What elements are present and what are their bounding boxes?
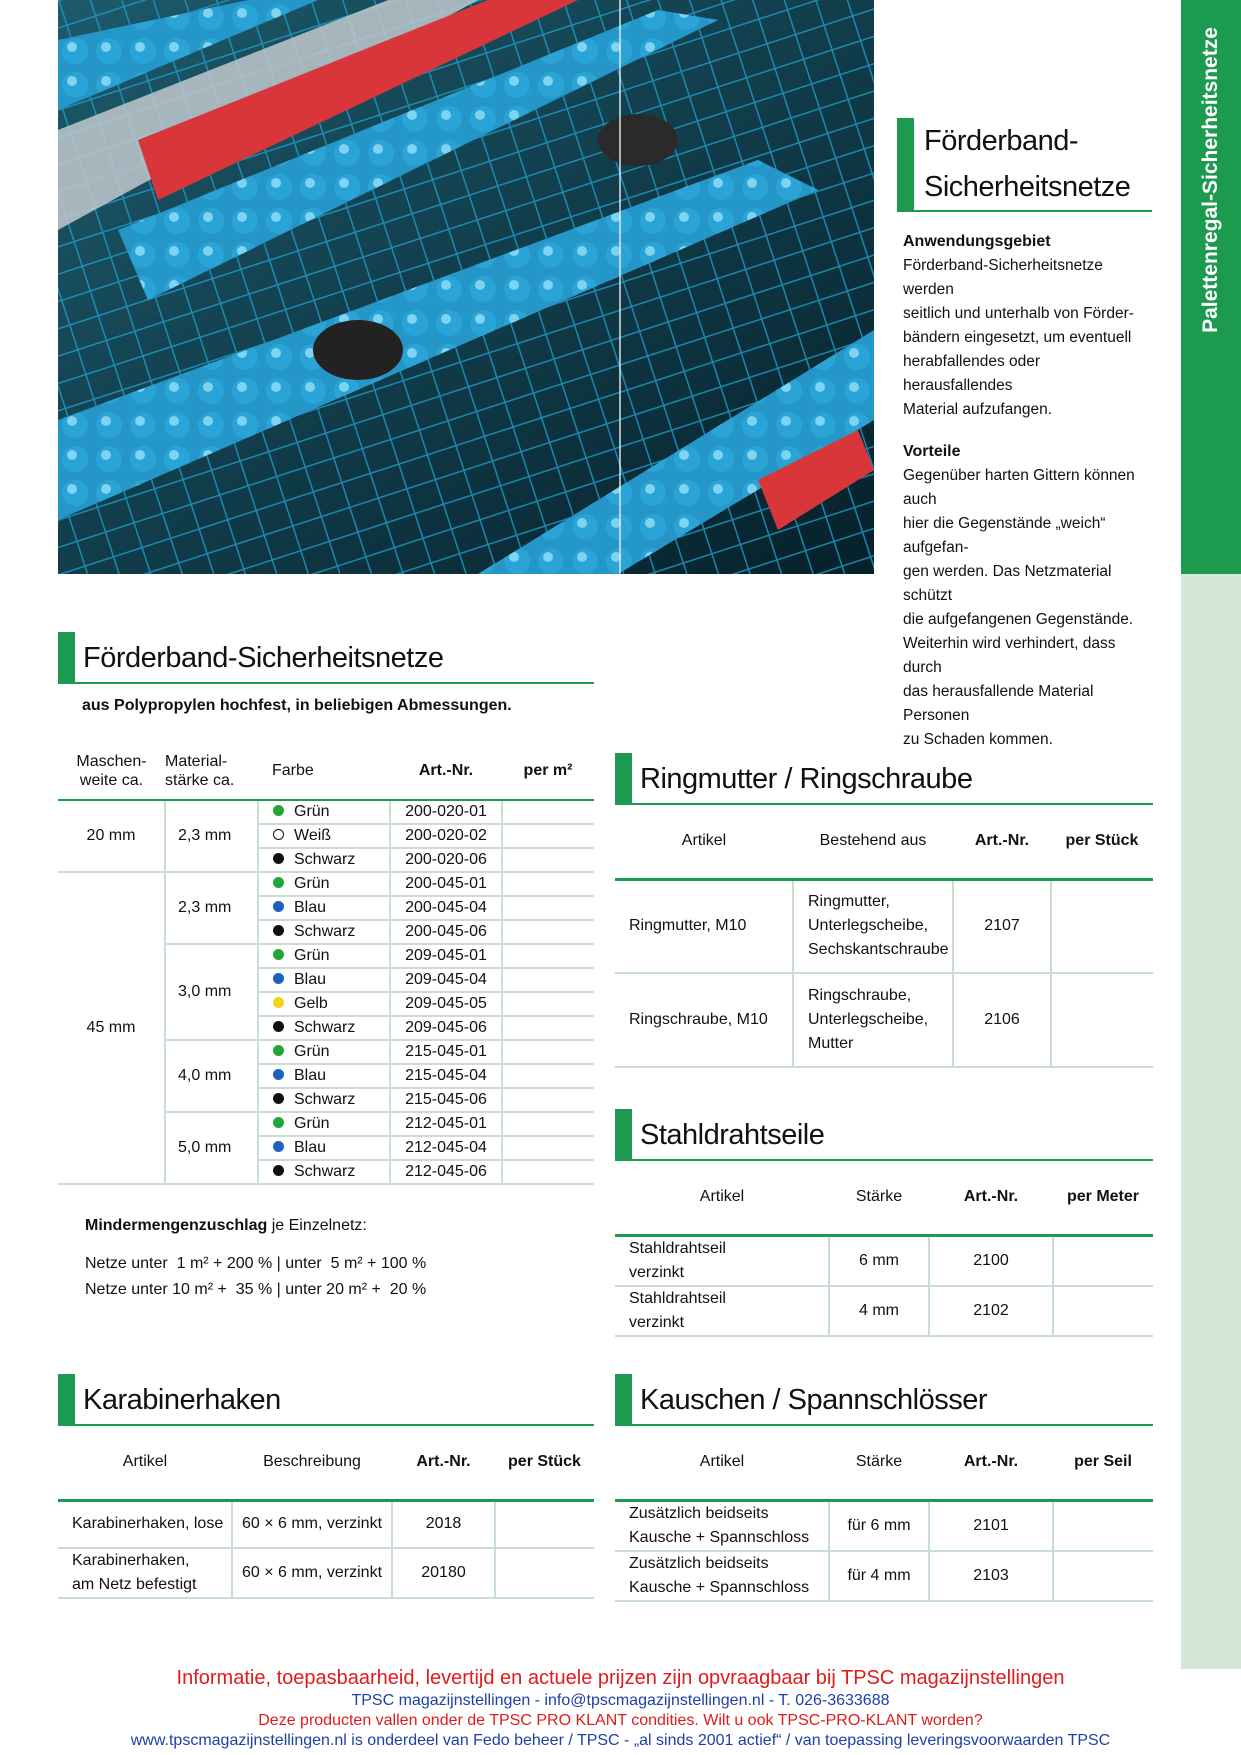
staerke-cell: 3,0 mm <box>165 944 258 1040</box>
farbe-cell <box>258 848 390 872</box>
farbe-cell <box>258 872 390 896</box>
kauschen-artikel-cell <box>615 1500 829 1551</box>
farbe-label: Grün <box>294 803 330 820</box>
ring-col-artikel: Artikel <box>615 805 793 879</box>
col-artnr: Art.-Nr. <box>390 742 502 800</box>
vorteile-line: gen werden. Das Netzmaterial schützt <box>903 563 1112 604</box>
price-cell <box>502 1016 594 1040</box>
artnr-cell: 200-020-02 <box>390 824 502 848</box>
sidebar-label-box <box>1181 0 1241 360</box>
vorteile-line: zu Schaden kommen. <box>903 731 1053 748</box>
farbe-label: Blau <box>294 1139 327 1156</box>
kauschen-col-artnr: Art.-Nr. <box>929 1426 1053 1500</box>
artnr-cell: 215-045-04 <box>390 1064 502 1088</box>
maschen-cell: 45 mm <box>58 872 165 1184</box>
color-dot-icon <box>273 997 284 1008</box>
price-cell <box>502 920 594 944</box>
price-cell <box>502 1088 594 1112</box>
price-cell <box>502 1160 594 1184</box>
color-dot-icon <box>273 973 284 984</box>
kauschen-col-per: per Seil <box>1053 1426 1153 1500</box>
artnr-cell: 212-045-06 <box>390 1160 502 1184</box>
staerke-cell: 5,0 mm <box>165 1112 258 1184</box>
nets-subtitle: aus Polypropylen hochfest, in beliebigen Abmessungen. <box>82 697 512 714</box>
table-row <box>58 1500 594 1548</box>
karabiner-art-cell: 2018 <box>392 1500 495 1548</box>
farbe-cell <box>258 992 390 1016</box>
col-maschen-2: weite ca. <box>79 771 144 789</box>
price-cell <box>502 992 594 1016</box>
karabiner-artikel-line: am Netz befestigt <box>72 1576 197 1593</box>
kauschen-heading-bar <box>615 1374 632 1424</box>
stahl-art-cell: 2100 <box>929 1235 1053 1286</box>
stahl-heading <box>615 1109 1153 1161</box>
stahl-artikel-cell <box>615 1286 829 1336</box>
artnr-cell: 209-045-06 <box>390 1016 502 1040</box>
ring-table <box>615 805 1153 1068</box>
color-dot-icon <box>273 1021 284 1032</box>
farbe-cell <box>258 1016 390 1040</box>
table-row <box>615 1286 1153 1336</box>
vorteile-line: das herausfallende Material Personen <box>903 683 1094 724</box>
color-dot-icon <box>273 1165 284 1176</box>
price-cell <box>502 800 594 824</box>
farbe-label: Grün <box>294 875 330 892</box>
stahl-heading-text: Stahldrahtseile <box>640 1119 825 1151</box>
stahl-artikel-cell <box>615 1235 829 1286</box>
ring-bestehend-line: Ringmutter, <box>808 893 890 911</box>
ring-art-cell: 2107 <box>953 879 1051 973</box>
kauschen-artikel-cell <box>615 1551 829 1601</box>
ring-artikel-cell: Ringschraube, M10 <box>615 973 793 1067</box>
kauschen-staerke-cell: für 4 mm <box>829 1551 929 1601</box>
farbe-cell <box>258 1136 390 1160</box>
kauschen-artikel-line: Kausche + Spannschloss <box>629 1578 810 1596</box>
nets-heading-bar <box>58 632 75 682</box>
ring-bestehend-line: Ringschraube, <box>808 987 912 1004</box>
staerke-cell: 2,3 mm <box>165 800 258 872</box>
anwendung-line: bändern eingesetzt, um eventuell <box>903 329 1132 346</box>
maschen-cell: 20 mm <box>58 800 165 872</box>
karabiner-artikel-cell <box>58 1500 232 1548</box>
kauschen-artikel-line: Zusätzlich beidseits <box>629 1554 769 1572</box>
farbe-label: Gelb <box>294 995 328 1012</box>
ring-bestehend-line: Unterlegscheibe, <box>808 917 929 935</box>
karabiner-per-cell <box>495 1548 594 1598</box>
color-dot-icon <box>273 901 284 912</box>
farbe-label: Schwarz <box>294 1019 356 1036</box>
anwendung-text <box>903 254 1152 422</box>
anwendung-line: Material aufzufangen. <box>903 401 1053 418</box>
farbe-label: Grün <box>294 1115 330 1132</box>
stahl-body <box>615 1235 1153 1336</box>
farbe-cell <box>258 1040 390 1064</box>
ring-bestehend-line: Sechskantschraube <box>808 941 949 959</box>
intro-vorteile <box>897 440 1152 752</box>
artnr-cell: 200-045-01 <box>390 872 502 896</box>
table-row <box>615 1551 1153 1601</box>
ring-heading-bar <box>615 753 632 803</box>
col-per-m2: per m² <box>502 742 594 800</box>
farbe-cell <box>258 944 390 968</box>
ring-per-cell <box>1051 973 1153 1067</box>
footer-contact[interactable]: TPSC magazijnstellingen - info@tpscmagazijnstellingen.nl - T. 026-3633688 <box>351 1692 890 1709</box>
col-maschen-1: Maschen- <box>76 752 147 770</box>
color-dot-icon <box>273 925 284 936</box>
ring-header-row <box>615 805 1153 879</box>
price-cell <box>502 848 594 872</box>
artnr-cell: 200-020-06 <box>390 848 502 872</box>
footer <box>0 1665 1241 1751</box>
karabiner-table <box>58 1426 594 1599</box>
karabiner-per-cell <box>495 1500 594 1548</box>
table-row <box>58 800 594 824</box>
table-row <box>58 1548 594 1598</box>
nets-table <box>58 742 594 1185</box>
ring-bestehend-cell <box>793 973 953 1067</box>
karabiner-col-artnr: Art.-Nr. <box>392 1426 495 1500</box>
anwendung-line: herabfallendes oder herausfallendes <box>903 353 1041 394</box>
ring-bestehend-line: Mutter <box>808 1035 854 1052</box>
farbe-cell <box>258 800 390 824</box>
karabiner-header-row <box>58 1426 594 1500</box>
footer-pro-klant: Deze producten vallen onder de TPSC PRO KLANT condities. Wilt u ook TPSC-PRO-KLANT worden? <box>258 1712 983 1729</box>
intro-title-bar <box>897 118 914 210</box>
kauschen-heading <box>615 1374 1153 1426</box>
artnr-cell: 209-045-05 <box>390 992 502 1016</box>
farbe-cell <box>258 1160 390 1184</box>
farbe-cell <box>258 1064 390 1088</box>
karabiner-col-artikel: Artikel <box>58 1426 232 1500</box>
color-dot-icon <box>273 1141 284 1152</box>
price-cell <box>502 944 594 968</box>
artnr-cell: 215-045-06 <box>390 1088 502 1112</box>
karabiner-artikel-cell <box>58 1548 232 1598</box>
farbe-label: Blau <box>294 971 327 988</box>
farbe-cell <box>258 824 390 848</box>
stahl-art-cell: 2102 <box>929 1286 1053 1336</box>
stahl-staerke-cell: 6 mm <box>829 1235 929 1286</box>
price-cell <box>502 824 594 848</box>
col-material-1: Material- <box>165 752 228 770</box>
color-dot-icon <box>273 853 284 864</box>
minder-title-rest: je Einzelnetz: <box>267 1217 367 1234</box>
price-cell <box>502 1040 594 1064</box>
karabiner-col-beschreibung: Beschreibung <box>232 1426 392 1500</box>
col-material-2: stärke ca. <box>165 771 235 789</box>
ring-heading <box>615 753 1153 805</box>
artnr-cell: 200-045-04 <box>390 896 502 920</box>
ring-body <box>615 879 1153 1067</box>
karabiner-art-cell: 20180 <box>392 1548 495 1598</box>
color-dot-icon <box>273 1117 284 1128</box>
kauschen-body <box>615 1500 1153 1601</box>
col-farbe: Farbe <box>258 742 390 800</box>
farbe-label: Schwarz <box>294 923 356 940</box>
ring-artikel-cell: Ringmutter, M10 <box>615 879 793 973</box>
stahl-staerke-cell: 4 mm <box>829 1286 929 1336</box>
footer-info: Informatie, toepasbaarheid, levertijd en actuele prijzen zijn opvraagbaar bij TPSC magazijnstellingen <box>176 1667 1065 1689</box>
kauschen-col-staerke: Stärke <box>829 1426 929 1500</box>
intro-block <box>897 118 1152 752</box>
ring-bestehend-cell <box>793 879 953 973</box>
nets-header-row <box>58 742 594 800</box>
color-dot-icon <box>273 1093 284 1104</box>
sidebar-background <box>1181 574 1241 1669</box>
stahl-per-cell <box>1053 1235 1153 1286</box>
farbe-cell <box>258 920 390 944</box>
artnr-cell: 212-045-01 <box>390 1112 502 1136</box>
color-dot-icon <box>273 1045 284 1056</box>
kauschen-per-cell <box>1053 1551 1153 1601</box>
artnr-cell: 200-020-01 <box>390 800 502 824</box>
vorteile-heading: Vorteile <box>903 443 961 460</box>
farbe-label: Weiß <box>294 827 332 844</box>
staerke-cell: 4,0 mm <box>165 1040 258 1112</box>
stahl-artikel-line: Stahldrahtseil <box>629 1289 726 1307</box>
minder-title <box>85 1213 426 1239</box>
price-cell <box>502 1136 594 1160</box>
ring-col-bestehend: Bestehend aus <box>793 805 953 879</box>
stahl-table <box>615 1161 1153 1337</box>
farbe-label: Schwarz <box>294 1163 356 1180</box>
nets-heading <box>58 632 594 684</box>
ring-per-cell <box>1051 879 1153 973</box>
artnr-cell: 209-045-04 <box>390 968 502 992</box>
farbe-cell <box>258 968 390 992</box>
farbe-cell <box>258 1112 390 1136</box>
color-dot-icon <box>273 1069 284 1080</box>
kauschen-artikel-line: Kausche + Spannschloss <box>629 1528 810 1546</box>
karabiner-heading-bar <box>58 1374 75 1424</box>
price-cell <box>502 1112 594 1136</box>
anwendung-line: Förderband-Sicherheitsnetze werden <box>903 257 1103 298</box>
color-dot-icon <box>273 877 284 888</box>
table-row <box>615 1500 1153 1551</box>
farbe-label: Schwarz <box>294 1091 356 1108</box>
artnr-cell: 215-045-01 <box>390 1040 502 1064</box>
stahl-col-staerke: Stärke <box>829 1161 929 1235</box>
stahl-artikel-line: verzinkt <box>629 1263 685 1281</box>
ring-bestehend-line: Unterlegscheibe, <box>808 1011 929 1028</box>
farbe-label: Grün <box>294 1043 330 1060</box>
farbe-label: Schwarz <box>294 851 356 868</box>
vorteile-line: Weiterhin wird verhindert, dass durch <box>903 635 1116 676</box>
col-maschen <box>58 742 165 800</box>
price-cell <box>502 872 594 896</box>
artnr-cell: 200-045-06 <box>390 920 502 944</box>
minder-line1: Netze unter 1 m² + 200 % | unter 5 m² + 100 % <box>85 1255 427 1272</box>
kauschen-art-cell: 2101 <box>929 1500 1053 1551</box>
price-cell <box>502 896 594 920</box>
vorteile-text <box>903 464 1152 752</box>
artnr-cell: 209-045-01 <box>390 944 502 968</box>
kauschen-col-artikel: Artikel <box>615 1426 829 1500</box>
kauschen-heading-text: Kauschen / Spannschlösser <box>640 1384 987 1416</box>
intro-title <box>897 118 1152 212</box>
ring-art-cell: 2106 <box>953 973 1051 1067</box>
kauschen-header-row <box>615 1426 1153 1500</box>
minder-block <box>85 1213 426 1303</box>
sidebar-label: Palettenregal-Sicherheitsnetze <box>1199 27 1222 333</box>
karabiner-col-per: per Stück <box>495 1426 594 1500</box>
price-cell <box>502 1064 594 1088</box>
karabiner-artikel-line: Karabinerhaken, <box>72 1552 190 1569</box>
farbe-cell <box>258 896 390 920</box>
farbe-cell <box>258 1088 390 1112</box>
table-row <box>615 1235 1153 1286</box>
stahl-col-artnr: Art.-Nr. <box>929 1161 1053 1235</box>
kauschen-artikel-line: Zusätzlich beidseits <box>629 1504 769 1522</box>
kauschen-table <box>615 1426 1153 1602</box>
minder-title-bold: Mindermengenzuschlag <box>85 1217 268 1234</box>
staerke-cell: 2,3 mm <box>165 872 258 944</box>
table-row <box>615 973 1153 1067</box>
col-material <box>165 742 258 800</box>
ring-col-per: per Stück <box>1051 805 1153 879</box>
karabiner-body <box>58 1500 594 1598</box>
stahl-heading-bar <box>615 1109 632 1159</box>
conveyor-net-photo <box>58 0 874 574</box>
table-row <box>58 872 594 896</box>
stahl-per-cell <box>1053 1286 1153 1336</box>
color-dot-icon <box>273 949 284 960</box>
ring-col-artnr: Art.-Nr. <box>953 805 1051 879</box>
ring-heading-text: Ringmutter / Ringschraube <box>640 763 973 795</box>
intro-title-line1: Förderband- <box>924 125 1079 157</box>
price-cell <box>502 968 594 992</box>
vorteile-line: die aufgefangenen Gegenstände. <box>903 611 1134 628</box>
kauschen-staerke-cell: für 6 mm <box>829 1500 929 1551</box>
farbe-label: Blau <box>294 1067 327 1084</box>
artnr-cell: 212-045-04 <box>390 1136 502 1160</box>
vorteile-line: Gegenüber harten Gittern können auch <box>903 467 1135 508</box>
karabiner-artikel-line: Karabinerhaken, lose <box>72 1515 224 1533</box>
nets-body <box>58 800 594 1184</box>
stahl-header-row <box>615 1161 1153 1235</box>
farbe-label: Grün <box>294 947 330 964</box>
stahl-col-artikel: Artikel <box>615 1161 829 1235</box>
stahl-col-per: per Meter <box>1053 1161 1153 1235</box>
anwendung-heading: Anwendungsgebiet <box>903 233 1051 250</box>
kauschen-art-cell: 2103 <box>929 1551 1053 1601</box>
intro-anwendung <box>897 230 1152 422</box>
anwendung-line: seitlich und unterhalb von Förder- <box>903 305 1134 322</box>
karabiner-heading-text: Karabinerhaken <box>83 1384 281 1416</box>
footer-website[interactable]: www.tpscmagazijnstellingen.nl is onderdeel van Fedo beheer / TPSC - „al sinds 2001 actief“ / van toepassing leveringsvoorwaarden TPSC <box>130 1732 1111 1749</box>
nets-heading-text: Förderband-Sicherheitsnetze <box>83 642 444 674</box>
stahl-artikel-line: verzinkt <box>629 1313 685 1331</box>
minder-line2: Netze unter 10 m² + 35 % | unter 20 m² + 20 % <box>85 1281 427 1298</box>
intro-title-line2: Sicherheitsnetze <box>924 171 1131 203</box>
farbe-label: Blau <box>294 899 327 916</box>
kauschen-per-cell <box>1053 1500 1153 1551</box>
karabiner-beschreibung-cell: 60 × 6 mm, verzinkt <box>232 1548 392 1598</box>
stahl-artikel-line: Stahldrahtseil <box>629 1239 726 1257</box>
color-dot-icon <box>273 805 284 816</box>
vorteile-line: hier die Gegenstände „weich“ aufgefan- <box>903 515 1106 556</box>
table-row <box>615 879 1153 973</box>
karabiner-heading <box>58 1374 594 1426</box>
color-dot-icon <box>273 829 284 840</box>
karabiner-beschreibung-cell: 60 × 6 mm, verzinkt <box>232 1500 392 1548</box>
